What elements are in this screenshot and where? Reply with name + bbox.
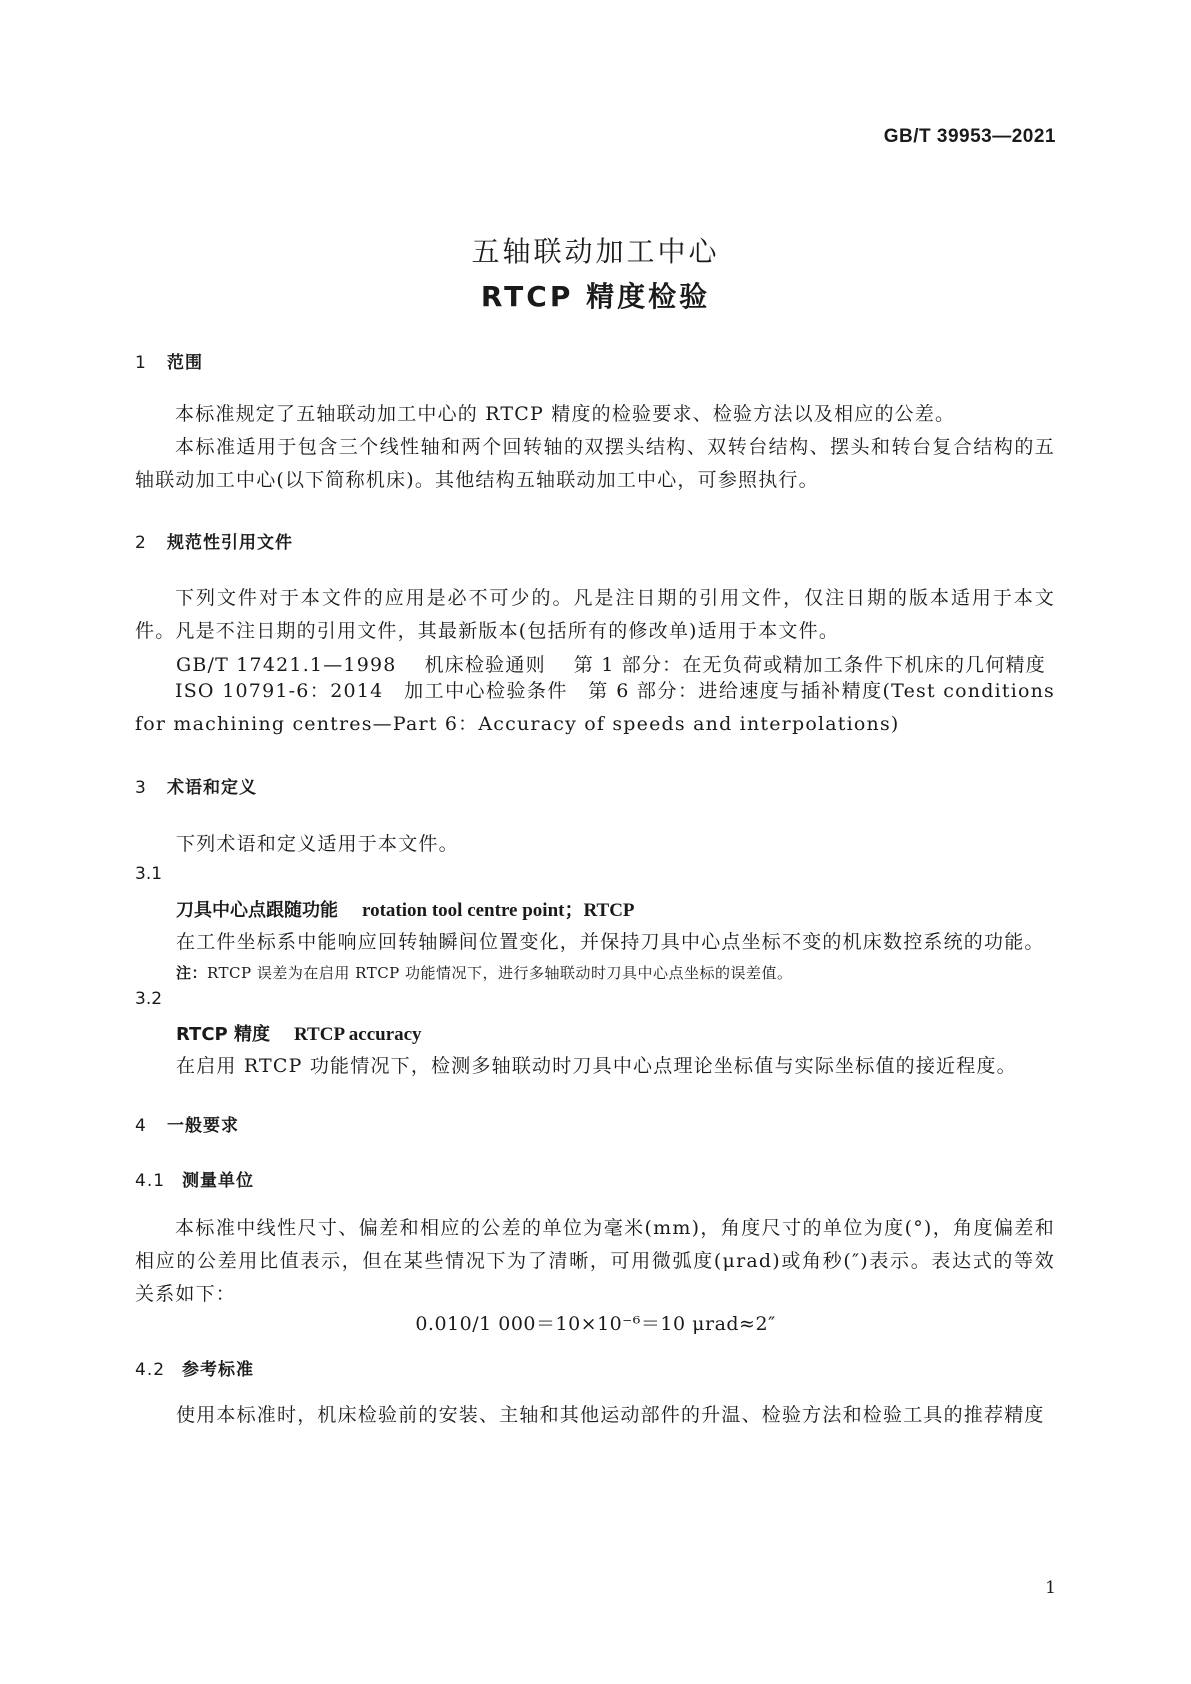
paragraph: 下列术语和定义适用于本文件。 (176, 833, 459, 855)
term-english: RTCP accuracy (294, 1024, 422, 1045)
normative-reference-2: ISO 10791-6：2014 加工中心检验条件 第 6 部分：进给速度与插补精度(Test conditions for machining centres—Part 6：Accuracy of speeds and interpolations) (135, 680, 1055, 735)
term-chinese: RTCP 精度 (176, 1024, 270, 1045)
term-english: rotation tool centre point；RTCP (362, 900, 635, 921)
term-chinese: 刀具中心点跟随功能 (176, 900, 338, 921)
section-number: 3 (135, 778, 147, 798)
document-subtitle: RTCP 精度检验 (480, 280, 711, 313)
section-title: 术语和定义 (167, 778, 257, 798)
paragraph: 本标准中线性尺寸、偏差和相应的公差的单位为毫米(mm)，角度尺寸的单位为度(°)，角度偏差和相应的公差用比值表示，但在某些情况下为了清晰，可用微弧度(μrad)或角秒(″)表示。表达式的等效关系如下： (135, 1217, 1055, 1305)
section-number: 1 (135, 353, 147, 373)
term-definition: 在工件坐标系中能响应回转轴瞬间位置变化，并保持刀具中心点坐标不变的机床数控系统的功能。 (176, 931, 1045, 953)
page-number: 1 (1045, 1578, 1056, 1598)
term-number: 3.2 (135, 989, 163, 1009)
reference-title: 机床检验通则 (424, 654, 546, 676)
paragraph: 下列文件对于本文件的应用是必不可少的。凡是注日期的引用文件，仅注日期的版本适用于本文件。凡是不注日期的引用文件，其最新版本(包括所有的修改单)适用于本文件。 (135, 587, 1055, 642)
paragraph: 本标准适用于包含三个线性轴和两个回转轴的双摆头结构、双转台结构、摆头和转台复合结构的五轴联动加工中心(以下简称机床)。其他结构五轴联动加工中心，可参照执行。 (135, 436, 1055, 491)
subsection-title: 参考标准 (182, 1360, 254, 1380)
subsection-4-2-heading (135, 1355, 254, 1380)
section-4-heading (135, 1111, 239, 1136)
section-number: 4 (135, 1116, 147, 1136)
section-title: 一般要求 (167, 1116, 239, 1136)
section-number: 2 (135, 533, 147, 553)
term-entry (176, 1020, 422, 1046)
section-2-heading (135, 528, 293, 553)
paragraph: 本标准规定了五轴联动加工中心的 RTCP 精度的检验要求、检验方法以及相应的公差。 (175, 403, 956, 425)
term-note (176, 962, 793, 983)
standard-code: GB/T 39953—2021 (883, 126, 1056, 147)
subsection-number: 4.2 (135, 1360, 166, 1380)
term-definition: 在启用 RTCP 功能情况下，检测多轴联动时刀具中心点理论坐标值与实际坐标值的接近程度。 (176, 1055, 1017, 1077)
equivalence-formula: 0.010/1 000＝10×10⁻⁶＝10 μrad≈2″ (415, 1313, 776, 1335)
subsection-title: 测量单位 (182, 1171, 254, 1191)
paragraph: 使用本标准时，机床检验前的安装、主轴和其他运动部件的升温、检验方法和检验工具的推荐精度 (176, 1404, 1045, 1426)
section-title: 范围 (167, 353, 203, 373)
section-3-heading (135, 773, 257, 798)
note-text: RTCP 误差为在启用 RTCP 功能情况下，进行多轴联动时刀具中心点坐标的误差值。 (207, 964, 793, 982)
document-title: 五轴联动加工中心 (471, 235, 720, 268)
reference-code: GB/T 17421.1—1998 (176, 654, 397, 676)
reference-part: 第 1 部分：在无负荷或精加工条件下机床的几何精度 (573, 654, 1046, 676)
note-label: 注： (176, 964, 208, 982)
term-number: 3.1 (135, 864, 163, 884)
section-1-heading (135, 348, 203, 373)
normative-reference-1 (176, 650, 1046, 677)
subsection-number: 4.1 (135, 1171, 166, 1191)
subsection-4-1-heading (135, 1166, 254, 1191)
section-title: 规范性引用文件 (167, 533, 293, 553)
term-entry (176, 895, 635, 922)
